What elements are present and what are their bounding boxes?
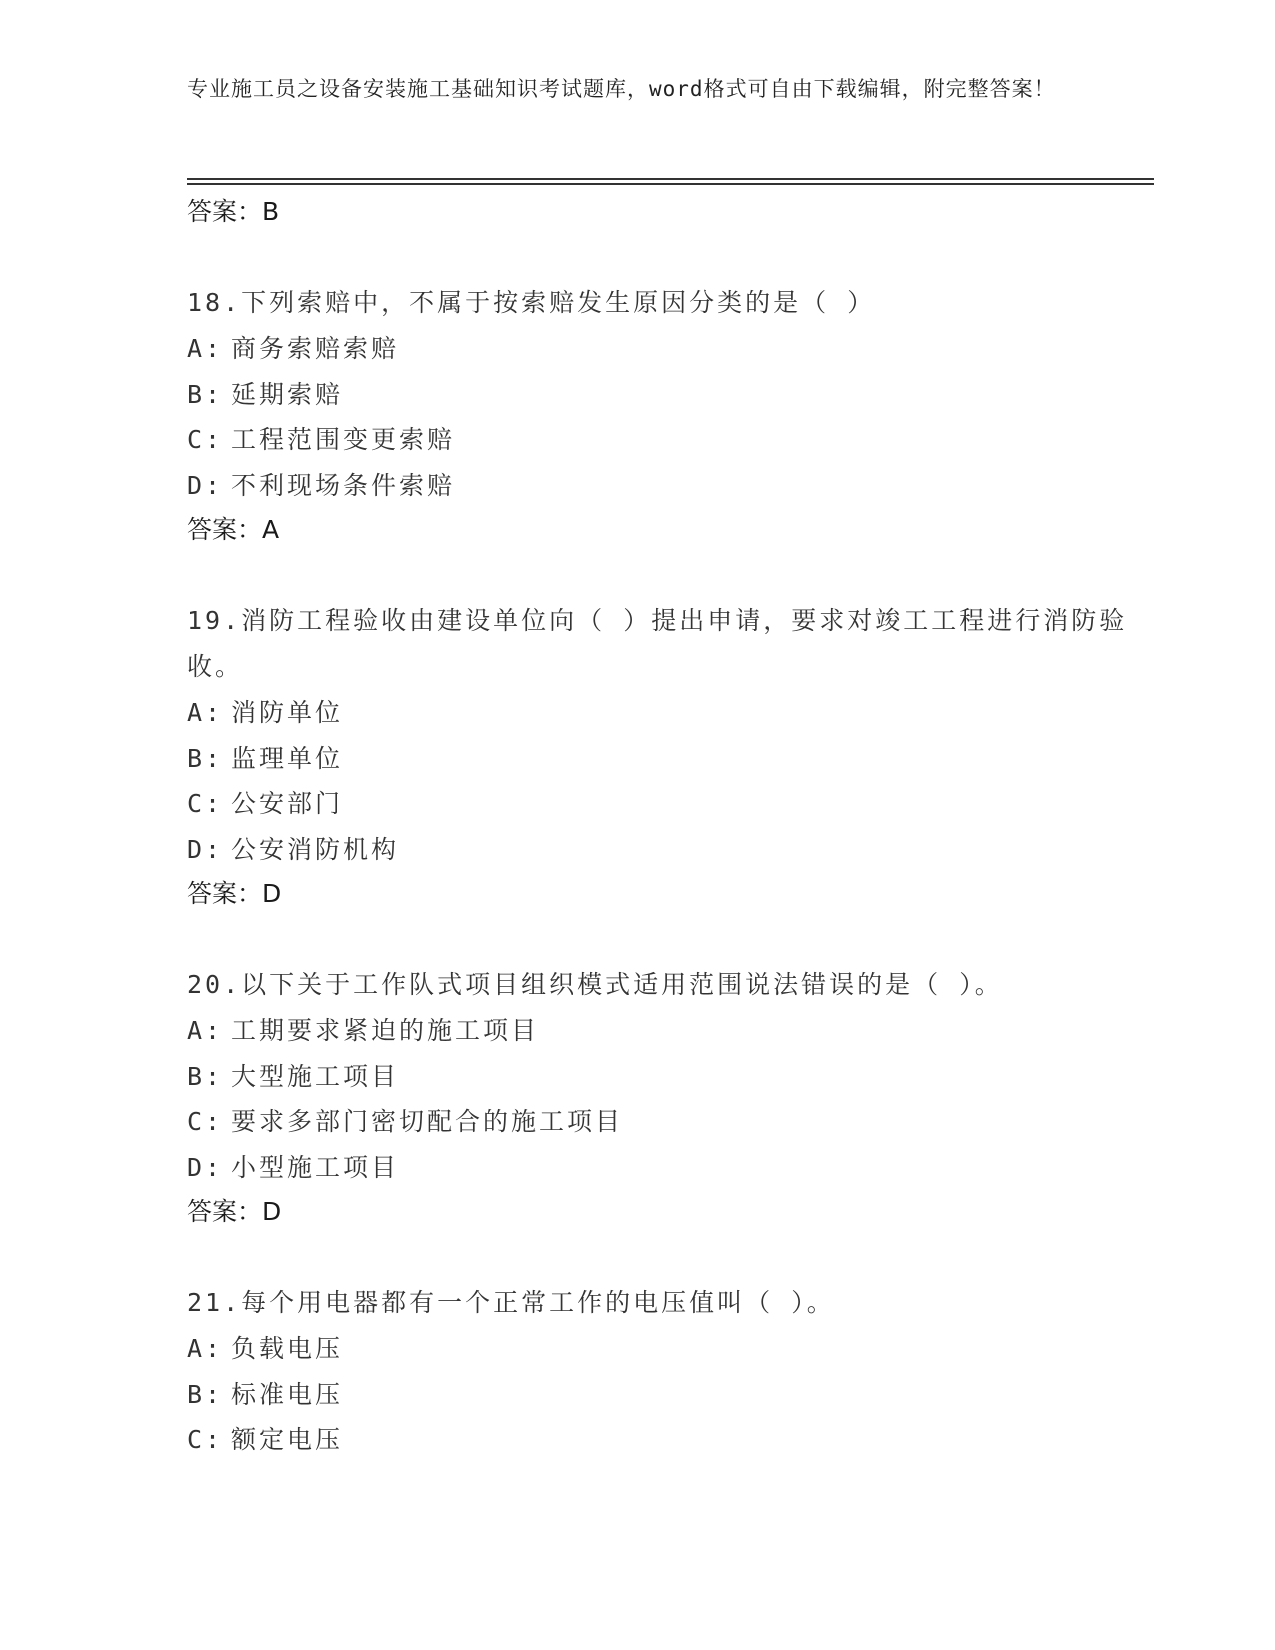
option-text: 延期索赔 [231, 379, 344, 409]
option-label: A: [187, 334, 224, 363]
option-label: D: [187, 470, 224, 500]
option-a [187, 326, 1147, 372]
option-label: A: [187, 1334, 224, 1363]
option-c [187, 1099, 1147, 1145]
option-label: B: [187, 1061, 224, 1091]
answer-label: 答案： [187, 1197, 263, 1226]
option-label: B: [187, 1379, 224, 1409]
option-d [187, 1145, 1147, 1191]
option-label: C: [187, 1107, 224, 1136]
question-list [187, 190, 1147, 1463]
answer-value: D [262, 879, 282, 908]
option-label: C: [187, 425, 224, 454]
option-c [187, 417, 1147, 463]
answer-line [187, 508, 1147, 552]
answer-line [187, 1190, 1147, 1234]
question-text: 19.消防工程验收由建设单位向（ ）提出申请，要求对竣工工程进行消防验收。 [187, 606, 1128, 681]
document-header: 专业施工员之设备安装施工基础知识考试题库，word格式可自由下载编辑，附完整答案！ [187, 77, 1056, 101]
header-divider-top [187, 178, 1154, 180]
option-label: A: [187, 698, 224, 727]
answer-value: A [262, 515, 280, 544]
option-label: A: [187, 1016, 224, 1045]
answer-line [187, 190, 1147, 234]
question-18 [187, 280, 1147, 552]
question-text: 21.每个用电器都有一个正常工作的电压值叫（ ）。 [187, 1288, 835, 1317]
answer-value: B [262, 197, 280, 226]
option-label: B: [187, 379, 224, 409]
option-b [187, 736, 1147, 782]
option-a [187, 690, 1147, 736]
option-text: 公安部门 [231, 789, 344, 818]
option-text: 不利现场条件索赔 [231, 470, 456, 500]
option-label: D: [187, 834, 224, 864]
answer-line [187, 872, 1147, 916]
question-text: 20.以下关于工作队式项目组织模式适用范围说法错误的是（ ）。 [187, 970, 1003, 999]
option-a [187, 1008, 1147, 1054]
option-text: 监理单位 [231, 743, 344, 773]
option-a [187, 1326, 1147, 1372]
option-d [187, 827, 1147, 873]
header-divider-bottom [187, 183, 1154, 185]
answer-label: 答案： [187, 515, 263, 544]
option-text: 标准电压 [231, 1379, 344, 1409]
option-label: B: [187, 743, 224, 773]
option-label: C: [187, 789, 224, 818]
option-text: 要求多部门密切配合的施工项目 [231, 1107, 624, 1136]
option-b [187, 1054, 1147, 1100]
answer-value: D [262, 1197, 282, 1226]
option-c [187, 781, 1147, 827]
question-20 [187, 962, 1147, 1234]
option-text: 工程范围变更索赔 [231, 425, 456, 454]
option-b [187, 372, 1147, 418]
question-21 [187, 1280, 1147, 1463]
option-text: 商务索赔索赔 [231, 334, 400, 363]
option-text: 公安消防机构 [231, 834, 400, 864]
option-b [187, 1372, 1147, 1418]
option-label: C: [187, 1425, 224, 1454]
option-label: D: [187, 1152, 224, 1182]
answer-label: 答案： [187, 197, 263, 226]
option-text: 工期要求紧迫的施工项目 [231, 1016, 540, 1045]
option-text: 小型施工项目 [231, 1152, 400, 1182]
question-text: 18.下列索赔中，不属于按索赔发生原因分类的是（ ） [187, 288, 876, 317]
answer-label: 答案： [187, 879, 263, 908]
question-19 [187, 598, 1147, 916]
option-text: 消防单位 [231, 698, 344, 727]
option-c [187, 1417, 1147, 1463]
option-d [187, 463, 1147, 509]
option-text: 额定电压 [231, 1425, 344, 1454]
option-text: 大型施工项目 [231, 1061, 400, 1091]
option-text: 负载电压 [231, 1334, 344, 1363]
